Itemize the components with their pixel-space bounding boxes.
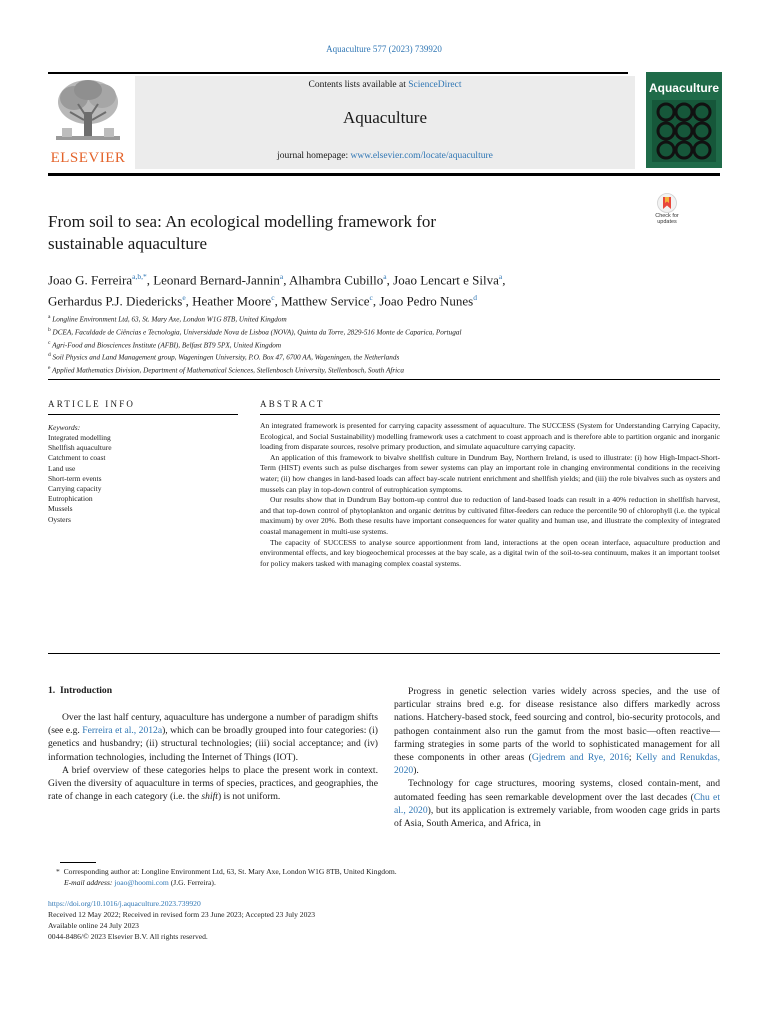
keyword-item: Mussels xyxy=(48,504,73,514)
author-affiliation-marker[interactable]: a xyxy=(279,272,284,281)
article-title-line1: From soil to sea: An ecological modelling framework for xyxy=(48,212,437,231)
author-name[interactable]: Alhambra Cubillo xyxy=(289,272,384,288)
author-separator: , xyxy=(372,293,380,309)
author-name[interactable]: Matthew Service xyxy=(281,293,370,309)
body-paragraph xyxy=(394,685,720,777)
affiliation-marker: b xyxy=(48,326,51,333)
affiliation-item xyxy=(48,312,728,325)
corresponding-author-note xyxy=(48,866,720,888)
keyword-item: Catchment to coast xyxy=(48,453,106,463)
author-affiliation-marker[interactable]: a xyxy=(498,272,503,281)
keyword-list xyxy=(48,433,238,525)
body-text: Progress in genetic selection varies widely across species, and the use of particular strains bred e.g. for disease resistance also differs markedly across nations. Hatchery-based stock, feed sourcing and control, bio-security protocols, and pathogen containment also run the gamut from the most basic—often reactive—farming strategies in some parts of the world to sophisticated management for all these components in other areas ( xyxy=(394,686,720,764)
citation-link[interactable]: Kelly and Renukdas, 2020 xyxy=(394,752,720,777)
affiliation-item xyxy=(48,350,728,363)
header-bottom-rule xyxy=(48,173,720,176)
keyword-item: Land use xyxy=(48,463,76,473)
body-text: ), which can be broadly grouped into four categories: (i) genetics and husbandry; (ii) structural technologies; (iii) social acceptance; and (iv) information technologies, including the Internet of Things (IOT). xyxy=(48,725,378,763)
keyword-item: Eutrophication xyxy=(48,494,93,504)
doi-link[interactable]: https://doi.org/10.1016/j.aquaculture.2023.739920 xyxy=(48,899,201,908)
citation-link[interactable]: Gjedrem and Rye, 2016 xyxy=(531,752,629,764)
abstract-body xyxy=(260,421,720,569)
author-affiliation-marker[interactable]: c xyxy=(369,293,373,303)
body-paragraph xyxy=(48,764,378,804)
check-for-updates-badge[interactable] xyxy=(646,193,688,229)
body-text: ; xyxy=(628,752,636,764)
section-title: Introduction xyxy=(60,685,113,696)
journal-reference[interactable]: Aquaculture 577 (2023) 739920 xyxy=(326,44,442,54)
sciencedirect-link[interactable]: ScienceDirect xyxy=(408,80,462,90)
affiliation-text: Soil Physics and Land Management group, Wageningen University, P.O. Box 47, 6700 AA, Wageningen, the Netherlands xyxy=(52,353,400,362)
cover-title: Aquaculture xyxy=(648,81,719,95)
body-text: ) is not uniform. xyxy=(217,791,281,803)
keyword-item: Carrying capacity xyxy=(48,484,102,494)
body-text: Over the last half century, aquaculture has undergone a number of paradigm shifts (see e.g. xyxy=(48,712,378,737)
author-name[interactable]: Joao Pedro Nunes xyxy=(379,293,474,309)
affiliation-item xyxy=(48,363,728,376)
corresponding-text: Corresponding author at: Longline Environment Ltd, 63, St. Mary Axe, London W1G 8TB, United Kingdom. xyxy=(63,867,397,876)
journal-cover-image[interactable] xyxy=(646,72,722,168)
citation-link[interactable]: Ferreira et al., 2012a xyxy=(82,725,163,737)
affiliation-marker: d xyxy=(48,352,51,359)
author-name[interactable]: Joao Lencart e Silva xyxy=(393,272,499,288)
body-paragraph xyxy=(394,777,720,830)
homepage-line xyxy=(135,151,635,161)
author-affiliation-marker[interactable]: c xyxy=(271,293,275,303)
body-text: ). xyxy=(413,765,419,777)
affiliation-item xyxy=(48,325,728,338)
affiliation-text: Agri-Food and Biosciences Institute (AFBI), Belfast BT9 5PX, United Kingdom xyxy=(52,340,282,349)
author-affiliation-marker[interactable]: e xyxy=(182,293,186,303)
corresponding-author-line xyxy=(48,866,720,877)
body-paragraph xyxy=(48,711,378,764)
received-dates: Received 12 May 2022; Received in revised form 23 June 2023; Accepted 23 July 2023 xyxy=(48,910,315,919)
section-heading xyxy=(48,685,378,696)
abstract-rule xyxy=(260,414,720,415)
keyword-item: Short-term events xyxy=(48,473,102,483)
article-title-line2: sustainable aquaculture xyxy=(48,234,208,253)
author-list xyxy=(48,268,668,311)
author-separator: , xyxy=(386,272,394,288)
email-suffix: (J.G. Ferreira). xyxy=(170,878,216,887)
header-top-rule xyxy=(48,72,628,74)
affiliation-text: Applied Mathematics Division, Department of Mathematical Sciences, Stellenbosch University, Stellenbosch, South Africa xyxy=(52,366,404,375)
footnote-rule xyxy=(60,862,96,863)
citation-link[interactable]: Chu et al., 2020 xyxy=(394,791,720,816)
badge-label-line1: Check for xyxy=(655,213,679,219)
affiliation-text: DCEA, Faculdade de Ciências e Tecnologia, Universidade Nova de Lisboa (NOVA), Quinta da Torre, 2829-516 Monte de Caparica, Portugal xyxy=(52,328,462,337)
abstract-paragraph: The capacity of SUCCESS to analyse source apportionment from land, interactions at the open ocean interface, aquaculture production and environmental effects, and key biogeochemical processes at the bay scale, as a digital twin of the soil-to-sea continuum, makes it an important toolset for policy makers tasked with managing complex coastal systems. xyxy=(260,537,720,568)
author-separator: , xyxy=(185,293,193,309)
abstract-end-rule xyxy=(48,653,720,654)
author-affiliation-marker[interactable]: a,b,* xyxy=(132,272,147,281)
abstract-paragraph: Our results show that in Dundrum Bay bottom-up control due to reduction of land-based loads can result in a 40% reduction in shellfish harvest, and that top-down control of phytoplankton and organic detritus by cultivated filter-feeders can reduce the percentile 90 of chlorophyll (i.e. the typical maximum) by over 20%. Both these results have important consequences for water quality and human use, and illustrate the complexity of integrated coastal management in multi-use systems. xyxy=(260,495,720,536)
keyword-item: Shellfish aquaculture xyxy=(48,443,112,453)
body-text: Technology for cage structures, mooring systems, closed contain-ment, and automated feeding has seen remarkable development over the last decades ( xyxy=(394,778,720,803)
email-line xyxy=(48,877,720,888)
keywords-block xyxy=(48,423,238,525)
body-left-column xyxy=(48,711,378,803)
author-separator: , xyxy=(502,272,506,288)
affiliation-list xyxy=(48,312,728,376)
article-info-rule xyxy=(48,414,238,415)
available-online: Available online 24 July 2023 xyxy=(48,921,139,930)
author-separator: , xyxy=(146,272,154,288)
italic-text: shift xyxy=(201,791,218,803)
author-separator: , xyxy=(283,272,290,288)
email-link[interactable]: joao@hoomi.com xyxy=(114,878,169,887)
affiliation-marker: e xyxy=(48,365,51,372)
elsevier-wordmark: ELSEVIER xyxy=(50,150,126,166)
body-text: ), but its application is extremely variable, from wooden cage grids in parts of Asia, South America, and Africa, in xyxy=(394,804,721,830)
abstract-paragraph: An application of this framework to bivalve shellfish culture in Dundrum Bay, Northern Ireland, is used to illustrate: (i) how High-Impact-Short-Term (HIST) events such as pulse discharges from sewer systems can play an important role in changing environmental conditions in the receiving water; (ii) how changes in land-based loads can affect bay-scale nutrient enrichment and shellfish yields; and (iii) the role bivalves such as oysters and mussels can play in top-down control of eutrophication symptoms. xyxy=(260,452,720,494)
affiliation-text: Longline Environment Ltd, 63, St. Mary Axe, London W1G 8TB, United Kingdom xyxy=(52,315,287,324)
badge-label xyxy=(646,213,688,225)
contents-prefix: Contents lists available at xyxy=(308,80,409,90)
body-text: A brief overview of these categories helps to place the present work in context. Given the diversity of aquaculture in terms of species, practices, and geographies, the rate of change in each category (i.e. the xyxy=(48,764,378,803)
journal-name: Aquaculture xyxy=(342,108,428,127)
bookmark-icon xyxy=(657,193,677,213)
author-name[interactable]: Joao G. Ferreira xyxy=(48,272,133,288)
author-affiliation-marker[interactable]: a xyxy=(383,272,387,281)
homepage-link[interactable]: www.elsevier.com/locate/aquaculture xyxy=(350,151,493,161)
abstract-heading: ABSTRACT xyxy=(260,399,325,409)
copyright-line: 0044-8486/© 2023 Elsevier B.V. All rights reserved. xyxy=(48,932,208,941)
affiliation-marker: a xyxy=(48,314,51,320)
article-info-heading: ARTICLE INFO xyxy=(48,399,136,409)
keyword-item: Oysters xyxy=(48,514,71,524)
author-name[interactable]: Heather Moore xyxy=(192,293,272,309)
email-label: E-mail address: xyxy=(64,878,113,887)
affiliation-item xyxy=(48,338,728,351)
body-right-column xyxy=(394,685,720,830)
homepage-prefix: journal homepage: xyxy=(277,151,351,161)
corresponding-marker: * xyxy=(56,867,60,876)
section-number: 1. xyxy=(48,685,56,696)
badge-label-line2: updates xyxy=(657,219,677,225)
article-title xyxy=(48,211,608,255)
keywords-label: Keywords: xyxy=(48,423,81,432)
author-separator: , xyxy=(274,293,282,309)
author-affiliation-marker[interactable]: d xyxy=(473,293,477,303)
abstract-paragraph: An integrated framework is presented for carrying capacity assessment of aquaculture. The SUCCESS (System for Understanding Carrying Capacity, Ecological, and Social Sustainability) modelling framework uses a catchment to coast approach and is therefore able to partition organic and inorganic loading from disparate sources, resolve primary production, and simulate aquaculture carrying capacity. xyxy=(260,421,720,452)
affiliation-marker: c xyxy=(48,339,51,346)
front-matter-rule xyxy=(48,379,720,380)
author-name[interactable]: Gerhardus P.J. Diedericks xyxy=(48,293,183,309)
contents-line xyxy=(135,80,635,90)
publication-info xyxy=(48,898,720,942)
author-name[interactable]: Leonard Bernard-Jannin xyxy=(153,272,280,288)
keyword-item: Integrated modelling xyxy=(48,433,111,442)
